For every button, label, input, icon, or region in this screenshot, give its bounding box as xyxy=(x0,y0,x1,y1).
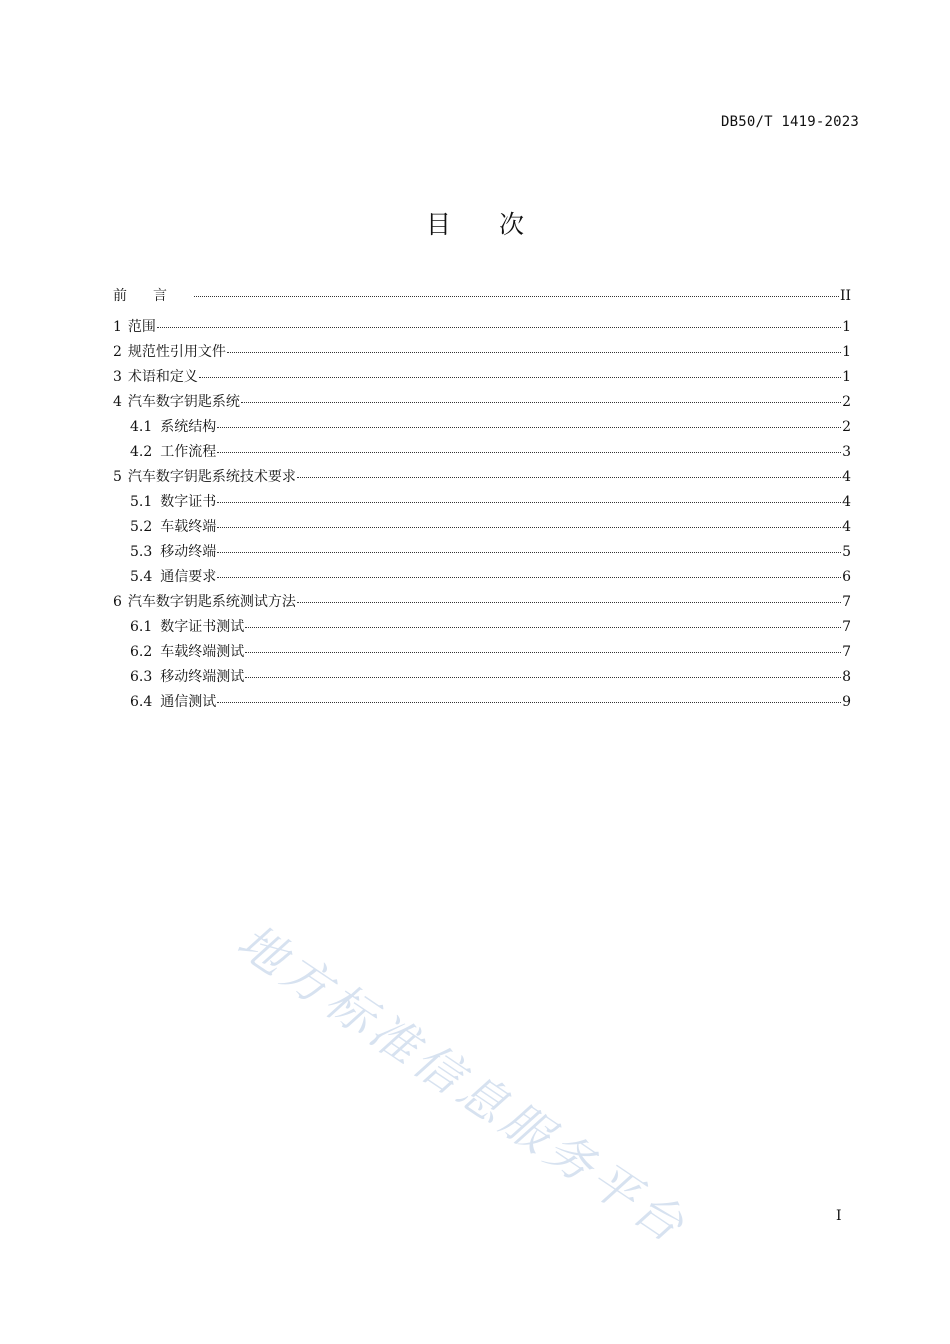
document-code: DB50/T 1419-2023 xyxy=(720,114,859,130)
toc-entry-page: 1 xyxy=(842,344,851,360)
toc-entry[interactable] xyxy=(113,365,851,390)
toc-entry-page: 2 xyxy=(842,419,851,435)
toc-entry-number: 6 xyxy=(113,594,122,610)
toc-entry-text: 范围 xyxy=(127,319,156,335)
toc-entry-number: 5.1 xyxy=(130,494,153,510)
toc-entry-text: 规范性引用文件 xyxy=(127,344,226,360)
toc-entry-text: 数字证书测试 xyxy=(160,619,245,635)
toc-entry-text: 通信测试 xyxy=(160,694,217,710)
toc-leader-dots xyxy=(297,477,841,478)
toc-entry[interactable] xyxy=(113,315,851,340)
toc-entry-text: 移动终端测试 xyxy=(160,669,245,685)
toc-entry-number: 3 xyxy=(113,369,122,385)
toc-entry-page: 2 xyxy=(842,394,851,410)
toc-entry[interactable] xyxy=(113,640,851,665)
toc-entry-page: 7 xyxy=(842,644,851,660)
toc-leader-dots xyxy=(217,527,841,528)
toc-entry-label xyxy=(130,540,216,565)
toc-entry-page: 7 xyxy=(842,619,851,635)
toc-entry-page: 6 xyxy=(842,569,851,585)
toc-entry-text: 通信要求 xyxy=(160,569,217,585)
toc-leader-dots xyxy=(227,352,841,353)
toc-entry-page: 3 xyxy=(842,444,851,460)
toc-entry[interactable] xyxy=(113,390,851,415)
toc-entry-label xyxy=(130,690,216,715)
toc-entry[interactable] xyxy=(113,515,851,540)
toc-entry-label xyxy=(113,340,226,365)
toc-entry-number: 2 xyxy=(113,344,122,360)
toc-entry-label xyxy=(113,465,296,490)
toc-entry-text: 系统结构 xyxy=(160,419,217,435)
toc-leader-dots xyxy=(241,402,841,403)
toc-entry-label xyxy=(130,515,216,540)
toc-entry-text: 车载终端测试 xyxy=(160,644,245,660)
toc-leader-dots xyxy=(194,296,839,297)
toc-entry-number: 5.4 xyxy=(130,569,153,585)
toc-leader-dots xyxy=(297,602,841,603)
toc-entry[interactable] xyxy=(113,415,851,440)
toc-entry-text: 车载终端 xyxy=(160,519,217,535)
toc-entry-label xyxy=(113,284,193,309)
toc-entry-label xyxy=(130,665,244,690)
toc-entry-label xyxy=(130,640,244,665)
toc-entry[interactable] xyxy=(113,590,851,615)
toc-leader-dots xyxy=(217,502,841,503)
toc-entry[interactable] xyxy=(113,284,851,309)
toc-entry-page: 1 xyxy=(842,369,851,385)
toc-entry-number: 6.3 xyxy=(130,669,153,685)
toc-leader-dots xyxy=(245,627,841,628)
toc-entry-number: 4.2 xyxy=(130,444,153,460)
toc-entry-page: 4 xyxy=(842,519,851,535)
toc-entry-page: II xyxy=(839,288,851,304)
toc-entry-number: 4.1 xyxy=(130,419,153,435)
toc-entry-page: 1 xyxy=(842,319,851,335)
toc-entry-text: 汽车数字钥匙系统技术要求 xyxy=(127,469,296,485)
toc-entry-label xyxy=(113,390,240,415)
toc-entry-label xyxy=(113,590,296,615)
toc-entry-text: 术语和定义 xyxy=(127,369,198,385)
toc-entry-number: 6.4 xyxy=(130,694,153,710)
toc-entry-number: 5.2 xyxy=(130,519,153,535)
toc-entry-page: 4 xyxy=(842,494,851,510)
toc-entry-page: 7 xyxy=(842,594,851,610)
toc-entry[interactable] xyxy=(113,340,851,365)
toc-leader-dots xyxy=(217,552,841,553)
toc-leader-dots xyxy=(217,577,841,578)
toc-entry[interactable] xyxy=(113,615,851,640)
toc-entry-page: 9 xyxy=(842,694,851,710)
toc-leader-dots xyxy=(217,427,841,428)
toc-entry[interactable] xyxy=(113,690,851,715)
toc-entry-label xyxy=(130,440,216,465)
toc-entry-number: 5 xyxy=(113,469,122,485)
toc-entry-text: 汽车数字钥匙系统测试方法 xyxy=(127,594,296,610)
toc-entry-number: 1 xyxy=(113,319,122,335)
toc-entry[interactable] xyxy=(113,665,851,690)
toc-entry-label xyxy=(113,315,156,340)
toc-entry-page: 5 xyxy=(842,544,851,560)
toc-entry[interactable] xyxy=(113,440,851,465)
toc-entry-number: 6.2 xyxy=(130,644,153,660)
toc-entry[interactable] xyxy=(113,565,851,590)
toc-entry-text: 工作流程 xyxy=(160,444,217,460)
toc-entry-label xyxy=(130,415,216,440)
toc-entry-label xyxy=(130,490,216,515)
toc-entry-number: 6.1 xyxy=(130,619,153,635)
toc-entry-text: 数字证书 xyxy=(160,494,217,510)
toc-entry-page: 4 xyxy=(842,469,851,485)
toc-leader-dots xyxy=(157,327,841,328)
table-of-contents xyxy=(113,284,851,715)
toc-leader-dots xyxy=(245,677,841,678)
page-number: I xyxy=(836,1208,842,1224)
toc-entry[interactable] xyxy=(113,465,851,490)
toc-leader-dots xyxy=(217,702,841,703)
toc-entry[interactable] xyxy=(113,540,851,565)
toc-entry-text: 移动终端 xyxy=(160,544,217,560)
toc-entry-page: 8 xyxy=(842,669,851,685)
toc-entry-label xyxy=(113,365,198,390)
toc-entry-label xyxy=(130,565,216,590)
toc-entry-number: 5.3 xyxy=(130,544,153,560)
toc-entry-label xyxy=(130,615,244,640)
watermark: 地方标准信息服务平台 xyxy=(227,914,698,1256)
toc-entry[interactable] xyxy=(113,490,851,515)
toc-leader-dots xyxy=(199,377,841,378)
toc-entry-number: 4 xyxy=(113,394,122,410)
toc-leader-dots xyxy=(217,452,841,453)
toc-entry-text: 前言 xyxy=(113,288,193,304)
toc-leader-dots xyxy=(245,652,841,653)
toc-entry-text: 汽车数字钥匙系统 xyxy=(127,394,240,410)
toc-title: 目次 xyxy=(425,210,572,239)
